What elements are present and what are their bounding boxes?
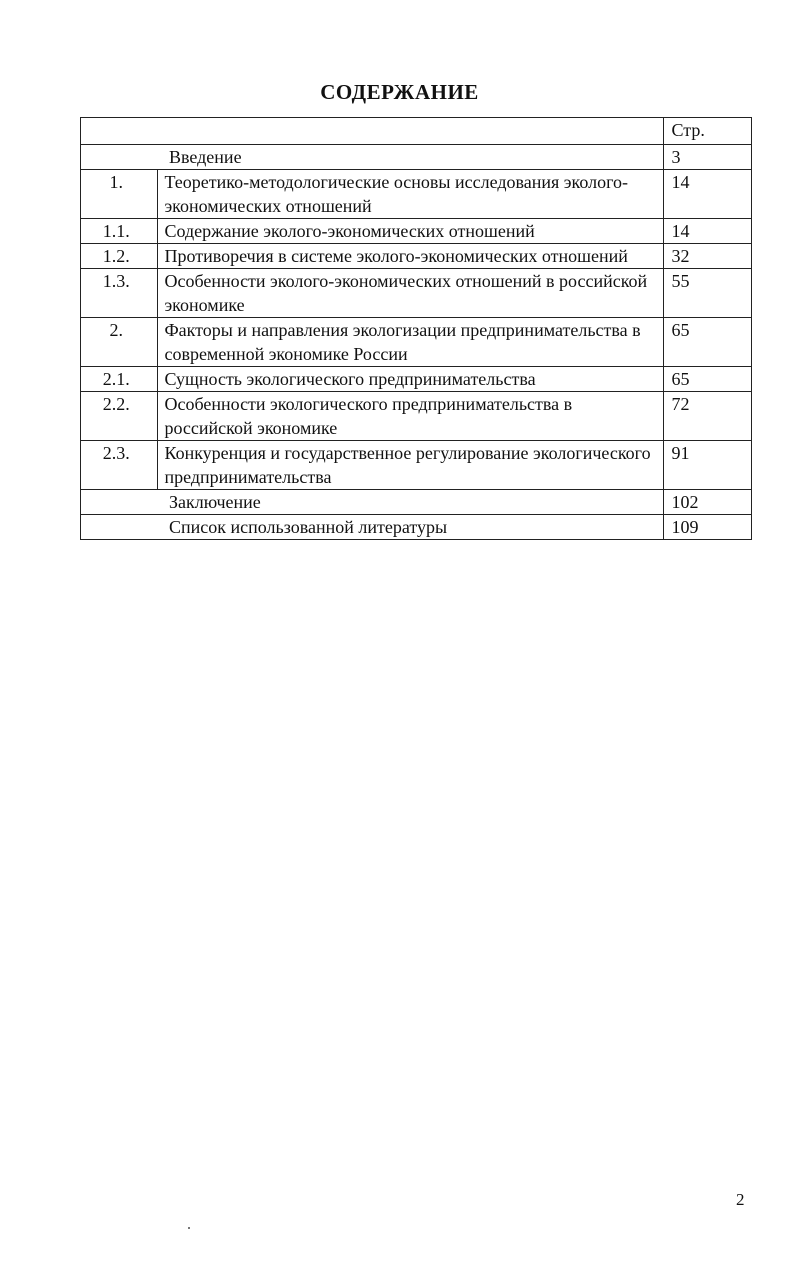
toc-references-page: 109 (664, 515, 752, 540)
toc-row-2-1 (81, 367, 752, 392)
toc-entry-page: 65 (664, 367, 752, 392)
toc-entry-title: Особенности эколого-экономических отношений в российской экономике (158, 269, 664, 318)
toc-entry-num: 1.3. (81, 269, 158, 318)
toc-row-2-3 (81, 441, 752, 490)
toc-references-title: Список использованной литературы (81, 515, 664, 540)
toc-entry-title: Факторы и направления экологизации предпринимательства в современной экономике России (158, 318, 664, 367)
toc-header-blank (81, 118, 664, 145)
toc-entry-title: Сущность экологического предпринимательства (158, 367, 664, 392)
toc-header-row (81, 118, 752, 145)
toc-entry-page: 91 (664, 441, 752, 490)
page-title: СОДЕРЖАНИЕ (320, 80, 479, 104)
toc-entry-num: 1.2. (81, 244, 158, 269)
toc-row-1 (81, 170, 752, 219)
toc-row-2-2 (81, 392, 752, 441)
toc-entry-num: 2.1. (81, 367, 158, 392)
toc-entry-page: 65 (664, 318, 752, 367)
toc-entry-num: 1. (81, 170, 158, 219)
toc-conclusion-title: Заключение (81, 490, 664, 515)
toc-entry-num: 2.2. (81, 392, 158, 441)
toc-row-1-1 (81, 219, 752, 244)
toc-row-references (81, 515, 752, 540)
page-column-header: Стр. (664, 118, 752, 145)
toc-entry-page: 32 (664, 244, 752, 269)
table-of-contents (80, 117, 752, 540)
toc-entry-page: 55 (664, 269, 752, 318)
toc-entry-title: Конкуренция и государственное регулирование экологического предпринимательства (158, 441, 664, 490)
toc-row-1-3 (81, 269, 752, 318)
toc-entry-title: Противоречия в системе эколого-экономических отношений (158, 244, 664, 269)
toc-row-2 (81, 318, 752, 367)
scan-speck (188, 1227, 190, 1229)
toc-entry-page: 14 (664, 219, 752, 244)
toc-entry-page: 14 (664, 170, 752, 219)
toc-conclusion-page: 102 (664, 490, 752, 515)
toc-entry-title: Теоретико-методологические основы исследования эколого-экономических отношений (158, 170, 664, 219)
page-number: 2 (736, 1190, 745, 1209)
toc-entry-num: 2.3. (81, 441, 158, 490)
toc-row-intro (81, 145, 752, 170)
toc-entry-title: Содержание эколого-экономических отношений (158, 219, 664, 244)
toc-intro-page: 3 (664, 145, 752, 170)
toc-row-1-2 (81, 244, 752, 269)
toc-entry-num: 2. (81, 318, 158, 367)
toc-entry-page: 72 (664, 392, 752, 441)
toc-row-conclusion (81, 490, 752, 515)
toc-entry-num: 1.1. (81, 219, 158, 244)
toc-entry-title: Особенности экологического предпринимательства в российской экономике (158, 392, 664, 441)
toc-intro-title: Введение (81, 145, 664, 170)
